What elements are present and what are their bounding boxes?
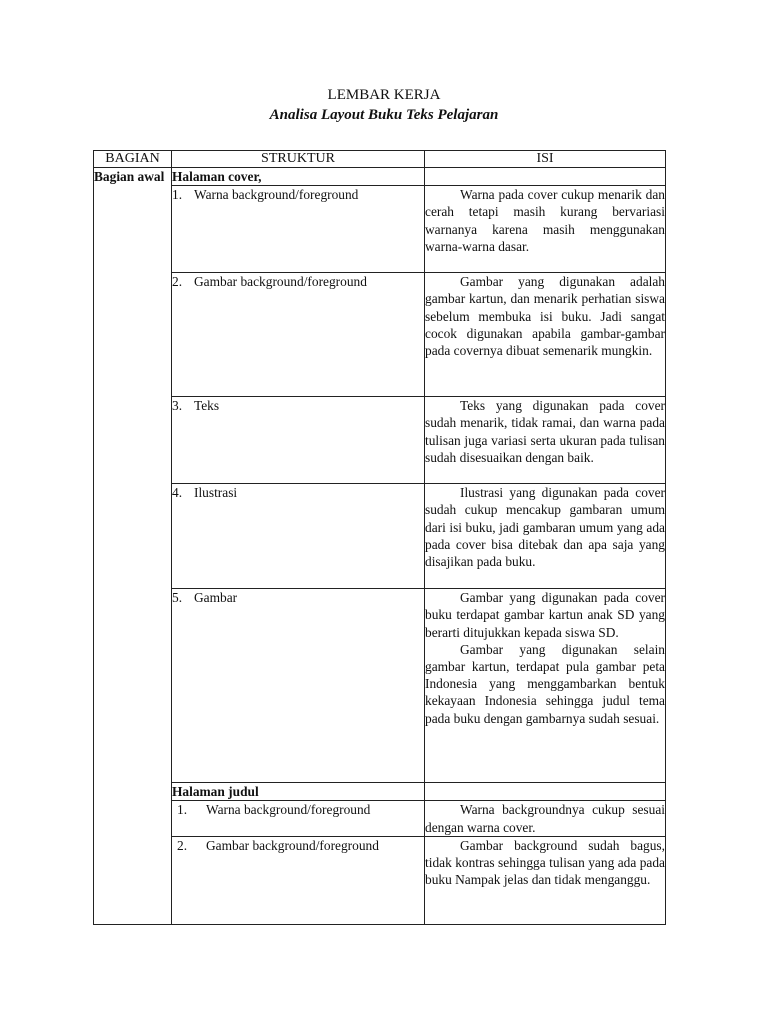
bagian-cell: Bagian awal <box>94 168 172 925</box>
section-empty-cell <box>425 168 666 186</box>
section-empty-cell <box>425 783 666 801</box>
table-row <box>94 589 666 783</box>
isi-paragraph: Warna backgroundnya cukup sesuai dengan warna cover. <box>425 802 665 835</box>
struktur-cell <box>172 397 425 484</box>
isi-cell <box>425 801 666 836</box>
isi-paragraph: Gambar yang digunakan pada cover buku terdapat gambar kartun anak SD yang berarti ditujukkan kepada siswa SD. <box>425 590 665 640</box>
isi-paragraph: Ilustrasi yang digunakan pada cover sudah cukup mencakup gambaran umum dari isi buku, jadi gambaran umum yang ada pada cover bisa ditebak dan apa saja yang disajikan pada buku. <box>425 485 665 570</box>
struktur-cell <box>172 186 425 273</box>
isi-cell <box>425 589 666 783</box>
document-subtitle: Analisa Layout Buku Teks Pelajaran <box>269 107 499 123</box>
struktur-label: Gambar background/foreground <box>206 837 379 853</box>
isi-paragraph: Gambar yang digunakan selain gambar kartun, terdapat pula gambar peta Indonesia yang menggambarkan bentuk kekayaan Indonesia sehingga judul tema pada buku dengan gambarnya sudah sesuai. <box>425 641 665 726</box>
isi-paragraph: Gambar background sudah bagus, tidak kontras sehingga tulisan yang ada pada buku Nampak jelas dan tidak menganggu. <box>425 837 665 888</box>
header-bagian: BAGIAN <box>94 151 172 168</box>
struktur-label: Gambar background/foreground <box>194 274 367 290</box>
isi-paragraph: Teks yang digunakan pada cover sudah menarik, tidak ramai, dan warna pada tulisan juga variasi serta ukuran pada tulisan sudah disesuaikan dengan baik. <box>425 398 665 465</box>
table-row <box>94 186 666 273</box>
section-title-cover: Halaman cover, <box>172 168 425 186</box>
struktur-label: Ilustrasi <box>194 485 238 501</box>
item-number: 3. <box>172 398 183 414</box>
item-number: 1. <box>177 802 188 818</box>
item-number: 1. <box>172 187 183 203</box>
item-number: 5. <box>172 590 183 606</box>
table-row <box>94 836 666 924</box>
analysis-table <box>93 150 666 925</box>
section-row-cover <box>94 168 666 186</box>
item-number: 2. <box>172 274 183 290</box>
struktur-cell <box>172 589 425 783</box>
isi-cell <box>425 484 666 589</box>
table-row <box>94 397 666 484</box>
struktur-label: Teks <box>194 398 220 414</box>
section-title-judul: Halaman judul <box>172 783 425 801</box>
table-row <box>94 273 666 397</box>
isi-cell <box>425 186 666 273</box>
item-number: 2. <box>177 837 188 853</box>
struktur-cell <box>172 484 425 589</box>
struktur-cell <box>172 836 425 924</box>
table-header-row <box>94 151 666 168</box>
table-row <box>94 484 666 589</box>
struktur-label: Gambar <box>194 590 238 606</box>
header-isi: ISI <box>425 151 666 168</box>
table-row <box>94 801 666 836</box>
section-row-judul <box>94 783 666 801</box>
struktur-cell <box>172 801 425 836</box>
struktur-label: Warna background/foreground <box>206 802 371 818</box>
struktur-label: Warna background/foreground <box>194 187 359 203</box>
document-title: LEMBAR KERJA <box>327 87 441 103</box>
isi-cell <box>425 397 666 484</box>
item-number: 4. <box>172 485 183 501</box>
isi-cell <box>425 273 666 397</box>
struktur-cell <box>172 273 425 397</box>
isi-paragraph: Warna pada cover cukup menarik dan cerah tetapi masih kurang bervariasi warnanya karena masih menggunakan warna-warna dasar. <box>425 187 665 254</box>
header-struktur: STRUKTUR <box>172 151 425 168</box>
isi-paragraph: Gambar yang digunakan adalah gambar kartun, dan menarik perhatian siswa sebelum membuka isi buku. Jadi sangat cocok digunakan apabila gambar-gambar pada covernya dibuat semenarik mungkin. <box>425 274 665 359</box>
isi-cell <box>425 836 666 924</box>
